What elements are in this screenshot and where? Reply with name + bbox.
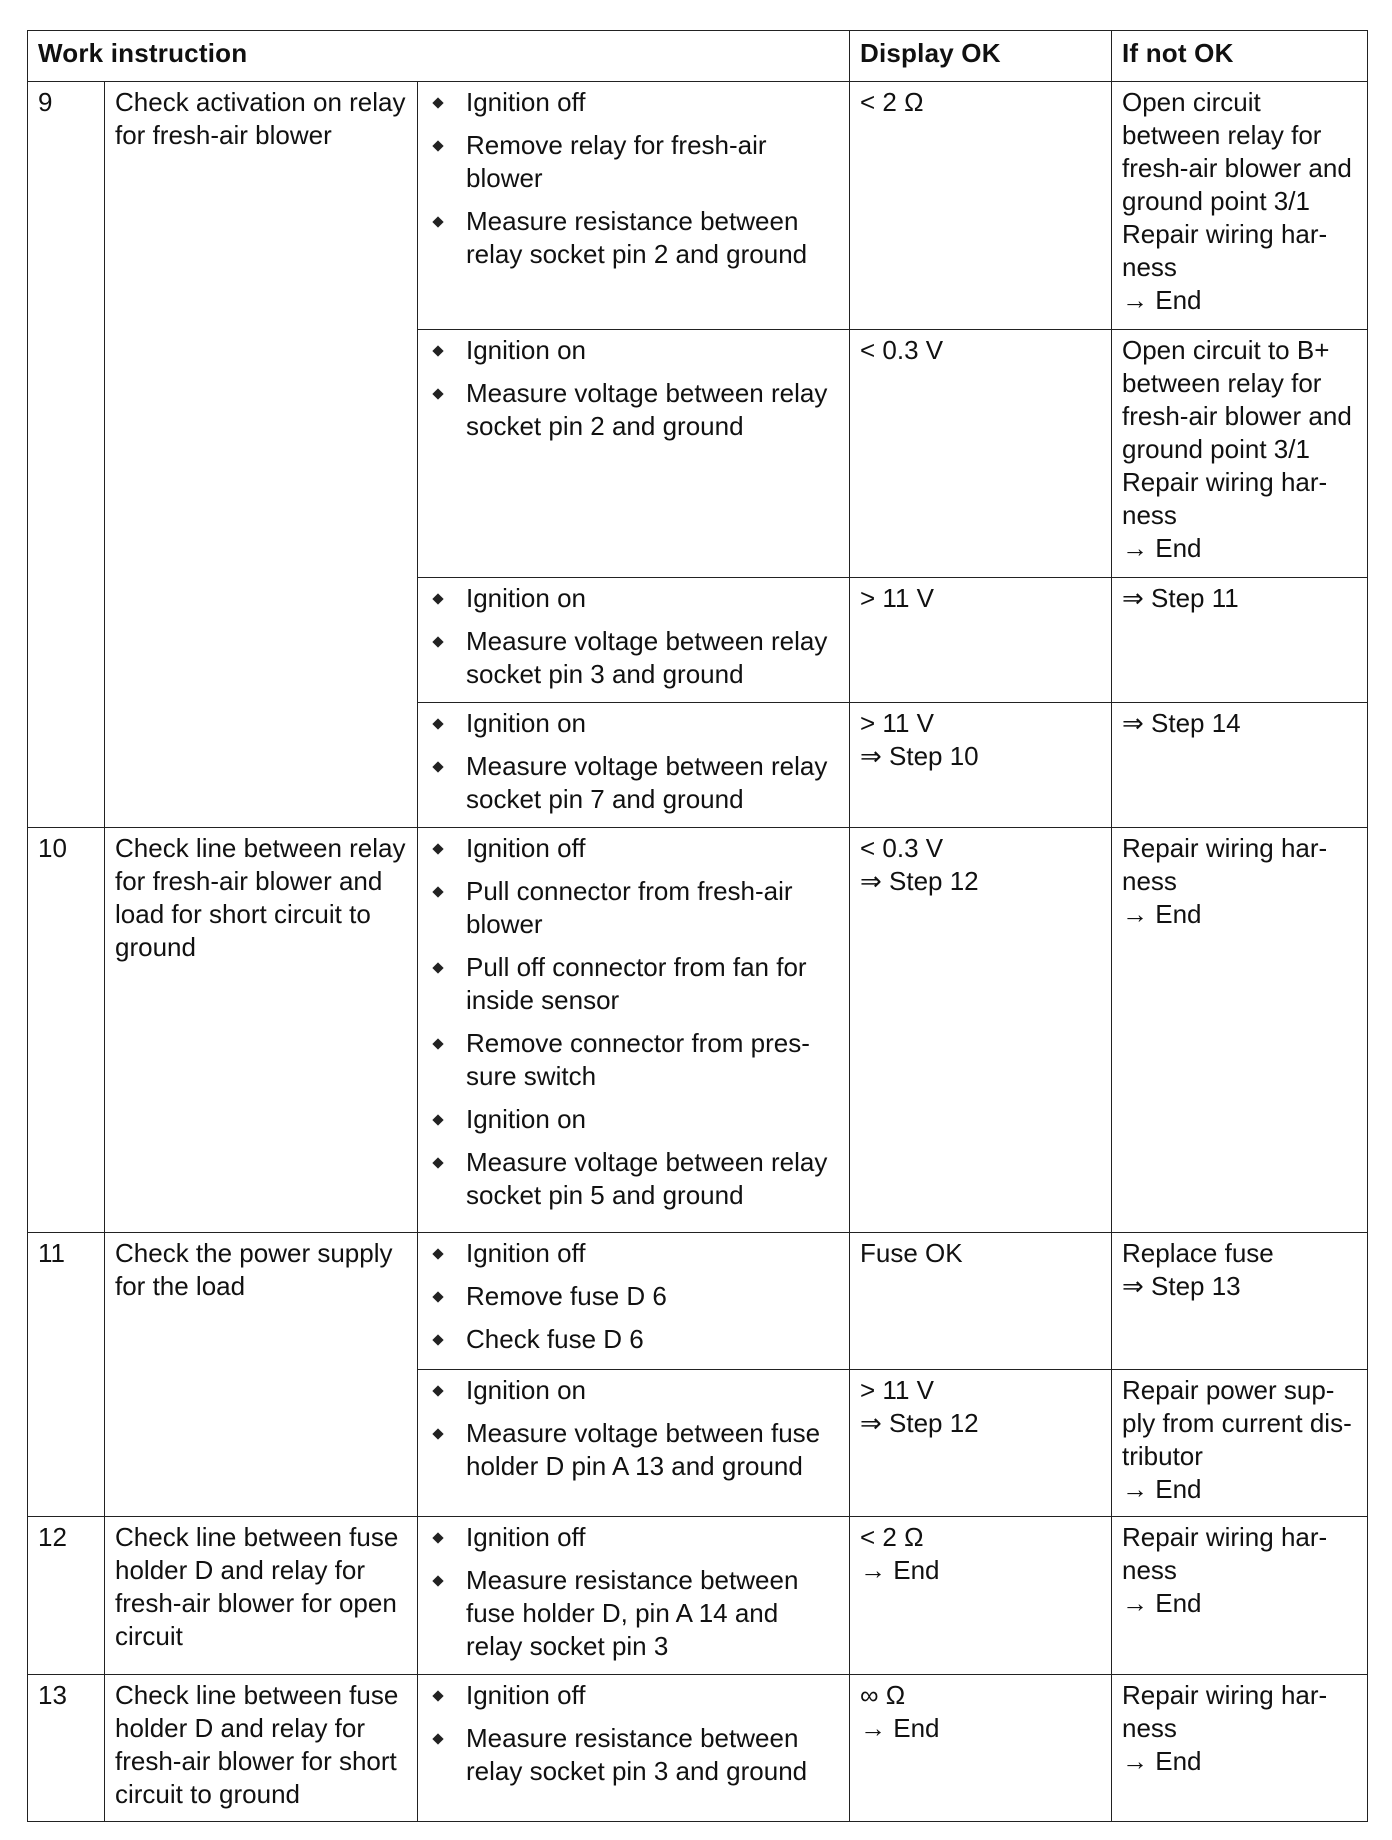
action-list — [428, 582, 839, 691]
display-ok-cell-line: > 11 V — [860, 708, 934, 738]
list-item — [428, 1417, 839, 1483]
if-not-ok-cell-line: → End — [1122, 1474, 1202, 1504]
action-list-cell — [418, 82, 850, 330]
step-description: Check line between relay for fresh-air blower and load for short circuit to ground — [105, 828, 418, 1233]
if-not-ok-cell — [1112, 82, 1368, 330]
display-ok-cell-line: → End — [860, 1713, 940, 1743]
display-ok-cell — [850, 1370, 1112, 1517]
step-number: 13 — [28, 1675, 105, 1822]
list-item — [428, 625, 839, 691]
list-item — [428, 1722, 839, 1788]
display-ok-cell-line: < 0.3 V — [860, 335, 944, 365]
if-not-ok-cell-line: ⇒ Step 13 — [1122, 1271, 1241, 1301]
if-not-ok-cell-line: ⇒ Step 11 — [1122, 583, 1239, 613]
action-list — [428, 707, 839, 816]
action-text: Ignition off — [466, 87, 586, 117]
bullet-diamond-icon — [432, 1690, 443, 1701]
action-text: Remove connector from pres-sure switch — [466, 1028, 810, 1091]
if-not-ok-cell-line: ⇒ Step 14 — [1122, 708, 1241, 738]
action-text: Measure resistance between relay socket pin 2 and ground — [466, 206, 808, 269]
bullet-diamond-icon — [432, 1733, 443, 1744]
display-ok-cell-line: > 11 V — [860, 583, 934, 613]
display-ok-cell-line: > 11 V — [860, 1375, 934, 1405]
action-list-cell — [418, 703, 850, 828]
action-text: Measure voltage between relay socket pin 2 and ground — [466, 378, 828, 441]
action-list — [428, 1679, 839, 1788]
if-not-ok-cell-line: Repair wiring har-ness — [1122, 833, 1328, 896]
if-not-ok-cell-line: Repair wiring har-ness — [1122, 219, 1328, 282]
list-item — [428, 1146, 839, 1212]
display-ok-cell-line: ∞ Ω — [860, 1680, 906, 1710]
list-item — [428, 875, 839, 941]
if-not-ok-cell — [1112, 828, 1368, 1233]
if-not-ok-cell-line: → End — [1122, 285, 1202, 315]
if-not-ok-cell-line: → End — [1122, 899, 1202, 929]
table-row — [28, 828, 1368, 1233]
bullet-diamond-icon — [432, 140, 443, 151]
display-ok-cell — [850, 578, 1112, 703]
list-item — [428, 377, 839, 443]
bullet-diamond-icon — [432, 1532, 443, 1543]
bullet-diamond-icon — [432, 216, 443, 227]
display-ok-cell — [850, 1233, 1112, 1370]
bullet-diamond-icon — [432, 1114, 443, 1125]
if-not-ok-cell — [1112, 703, 1368, 828]
if-not-ok-cell-line: Open circuit to B+ between relay for fresh-air blower and ground point 3/1 — [1122, 335, 1352, 464]
bullet-diamond-icon — [432, 1157, 443, 1168]
action-text: Pull connector from fresh-air blower — [466, 876, 793, 939]
header-if-not-ok: If not OK — [1112, 31, 1368, 82]
action-text: Ignition on — [466, 708, 586, 738]
if-not-ok-cell-line: Repair wiring har-ness — [1122, 467, 1328, 530]
bullet-diamond-icon — [432, 886, 443, 897]
action-text: Ignition on — [466, 583, 586, 613]
list-item — [428, 1374, 839, 1407]
header-work-instruction: Work instruction — [28, 31, 850, 82]
if-not-ok-cell-line: Repair wiring har-ness — [1122, 1522, 1328, 1585]
if-not-ok-cell — [1112, 1370, 1368, 1517]
bullet-diamond-icon — [432, 1038, 443, 1049]
list-item — [428, 129, 839, 195]
action-text: Measure resistance between relay socket pin 3 and ground — [466, 1723, 808, 1786]
display-ok-cell — [850, 82, 1112, 330]
header-display-ok: Display OK — [850, 31, 1112, 82]
action-text: Measure voltage between relay socket pin 7 and ground — [466, 751, 828, 814]
if-not-ok-cell-line: Replace fuse — [1122, 1238, 1274, 1268]
action-list-cell — [418, 828, 850, 1233]
step-number: 10 — [28, 828, 105, 1233]
display-ok-cell-line: ⇒ Step 12 — [860, 1408, 979, 1438]
display-ok-cell — [850, 703, 1112, 828]
action-text: Pull off connector from fan for inside sensor — [466, 952, 807, 1015]
list-item — [428, 1103, 839, 1136]
action-list — [428, 334, 839, 443]
list-item — [428, 1280, 839, 1313]
display-ok-cell-line: < 0.3 V — [860, 833, 944, 863]
list-item — [428, 1564, 839, 1663]
bullet-diamond-icon — [432, 843, 443, 854]
action-text: Ignition off — [466, 1238, 586, 1268]
action-list-cell — [418, 330, 850, 578]
step-description: Check activation on relay for fresh-air blower — [105, 82, 418, 828]
display-ok-cell-line: Fuse OK — [860, 1238, 963, 1268]
action-list — [428, 86, 839, 271]
action-list-cell — [418, 578, 850, 703]
action-list-cell — [418, 1675, 850, 1822]
action-list — [428, 832, 839, 1212]
bullet-diamond-icon — [432, 1428, 443, 1439]
action-text: Ignition on — [466, 1375, 586, 1405]
action-text: Ignition off — [466, 1680, 586, 1710]
action-list — [428, 1521, 839, 1663]
action-text: Ignition on — [466, 1104, 586, 1134]
if-not-ok-cell-line: Repair wiring har-ness — [1122, 1680, 1328, 1743]
action-text: Measure voltage between relay socket pin 3 and ground — [466, 626, 828, 689]
list-item — [428, 750, 839, 816]
display-ok-cell-line: ⇒ Step 12 — [860, 866, 979, 896]
table-row — [28, 1517, 1368, 1675]
display-ok-cell — [850, 1517, 1112, 1675]
action-text: Remove fuse D 6 — [466, 1281, 667, 1311]
step-number: 11 — [28, 1233, 105, 1517]
action-text: Remove relay for fresh-air blower — [466, 130, 767, 193]
list-item — [428, 205, 839, 271]
if-not-ok-cell — [1112, 330, 1368, 578]
list-item — [428, 582, 839, 615]
bullet-diamond-icon — [432, 1385, 443, 1396]
if-not-ok-cell-line: → End — [1122, 1746, 1202, 1776]
bullet-diamond-icon — [432, 97, 443, 108]
step-description: Check the power supply for the load — [105, 1233, 418, 1517]
bullet-diamond-icon — [432, 761, 443, 772]
list-item — [428, 1679, 839, 1712]
table-body — [28, 82, 1368, 1822]
bullet-diamond-icon — [432, 962, 443, 973]
list-item — [428, 1521, 839, 1554]
if-not-ok-cell-line: → End — [1122, 1588, 1202, 1618]
list-item — [428, 1323, 839, 1356]
table-row — [28, 82, 1368, 330]
display-ok-cell — [850, 1675, 1112, 1822]
if-not-ok-cell — [1112, 578, 1368, 703]
step-number: 12 — [28, 1517, 105, 1675]
action-text: Ignition on — [466, 335, 586, 365]
display-ok-cell-line: < 2 Ω — [860, 1522, 924, 1552]
action-list — [428, 1237, 839, 1356]
action-text: Measure voltage between fuse holder D pin A 13 and ground — [466, 1418, 821, 1481]
display-ok-cell-line: → End — [860, 1555, 940, 1585]
display-ok-cell — [850, 330, 1112, 578]
if-not-ok-cell-line: Repair power sup-ply from current dis-tributor — [1122, 1375, 1352, 1471]
action-list-cell — [418, 1233, 850, 1370]
bullet-diamond-icon — [432, 1248, 443, 1259]
list-item — [428, 707, 839, 740]
list-item — [428, 334, 839, 367]
if-not-ok-cell — [1112, 1517, 1368, 1675]
action-text: Check fuse D 6 — [466, 1324, 644, 1354]
list-item — [428, 1237, 839, 1270]
action-list — [428, 1374, 839, 1483]
display-ok-cell — [850, 828, 1112, 1233]
step-description: Check line between fuse holder D and relay for fresh-air blower for open circuit — [105, 1517, 418, 1675]
bullet-diamond-icon — [432, 636, 443, 647]
bullet-diamond-icon — [432, 1291, 443, 1302]
action-list-cell — [418, 1370, 850, 1517]
list-item — [428, 86, 839, 119]
bullet-diamond-icon — [432, 1334, 443, 1345]
table-row — [28, 1233, 1368, 1370]
bullet-diamond-icon — [432, 388, 443, 399]
list-item — [428, 1027, 839, 1093]
if-not-ok-cell-line: Open circuit between relay for fresh-air blower and ground point 3/1 — [1122, 87, 1352, 216]
work-instruction-table — [27, 30, 1368, 1822]
bullet-diamond-icon — [432, 1575, 443, 1586]
action-list-cell — [418, 1517, 850, 1675]
action-text: Ignition off — [466, 833, 586, 863]
action-text: Measure voltage between relay socket pin 5 and ground — [466, 1147, 828, 1210]
if-not-ok-cell — [1112, 1675, 1368, 1822]
bullet-diamond-icon — [432, 345, 443, 356]
if-not-ok-cell — [1112, 1233, 1368, 1370]
step-description: Check line between fuse holder D and relay for fresh-air blower for short circuit to ground — [105, 1675, 418, 1822]
bullet-diamond-icon — [432, 718, 443, 729]
display-ok-cell-line: ⇒ Step 10 — [860, 741, 979, 771]
table-row — [28, 1675, 1368, 1822]
action-text: Measure resistance between fuse holder D, pin A 14 and relay socket pin 3 — [466, 1565, 799, 1661]
header-row — [28, 31, 1368, 82]
display-ok-cell-line: < 2 Ω — [860, 87, 924, 117]
bullet-diamond-icon — [432, 593, 443, 604]
step-number: 9 — [28, 82, 105, 828]
list-item — [428, 832, 839, 865]
action-text: Ignition off — [466, 1522, 586, 1552]
list-item — [428, 951, 839, 1017]
if-not-ok-cell-line: → End — [1122, 533, 1202, 563]
